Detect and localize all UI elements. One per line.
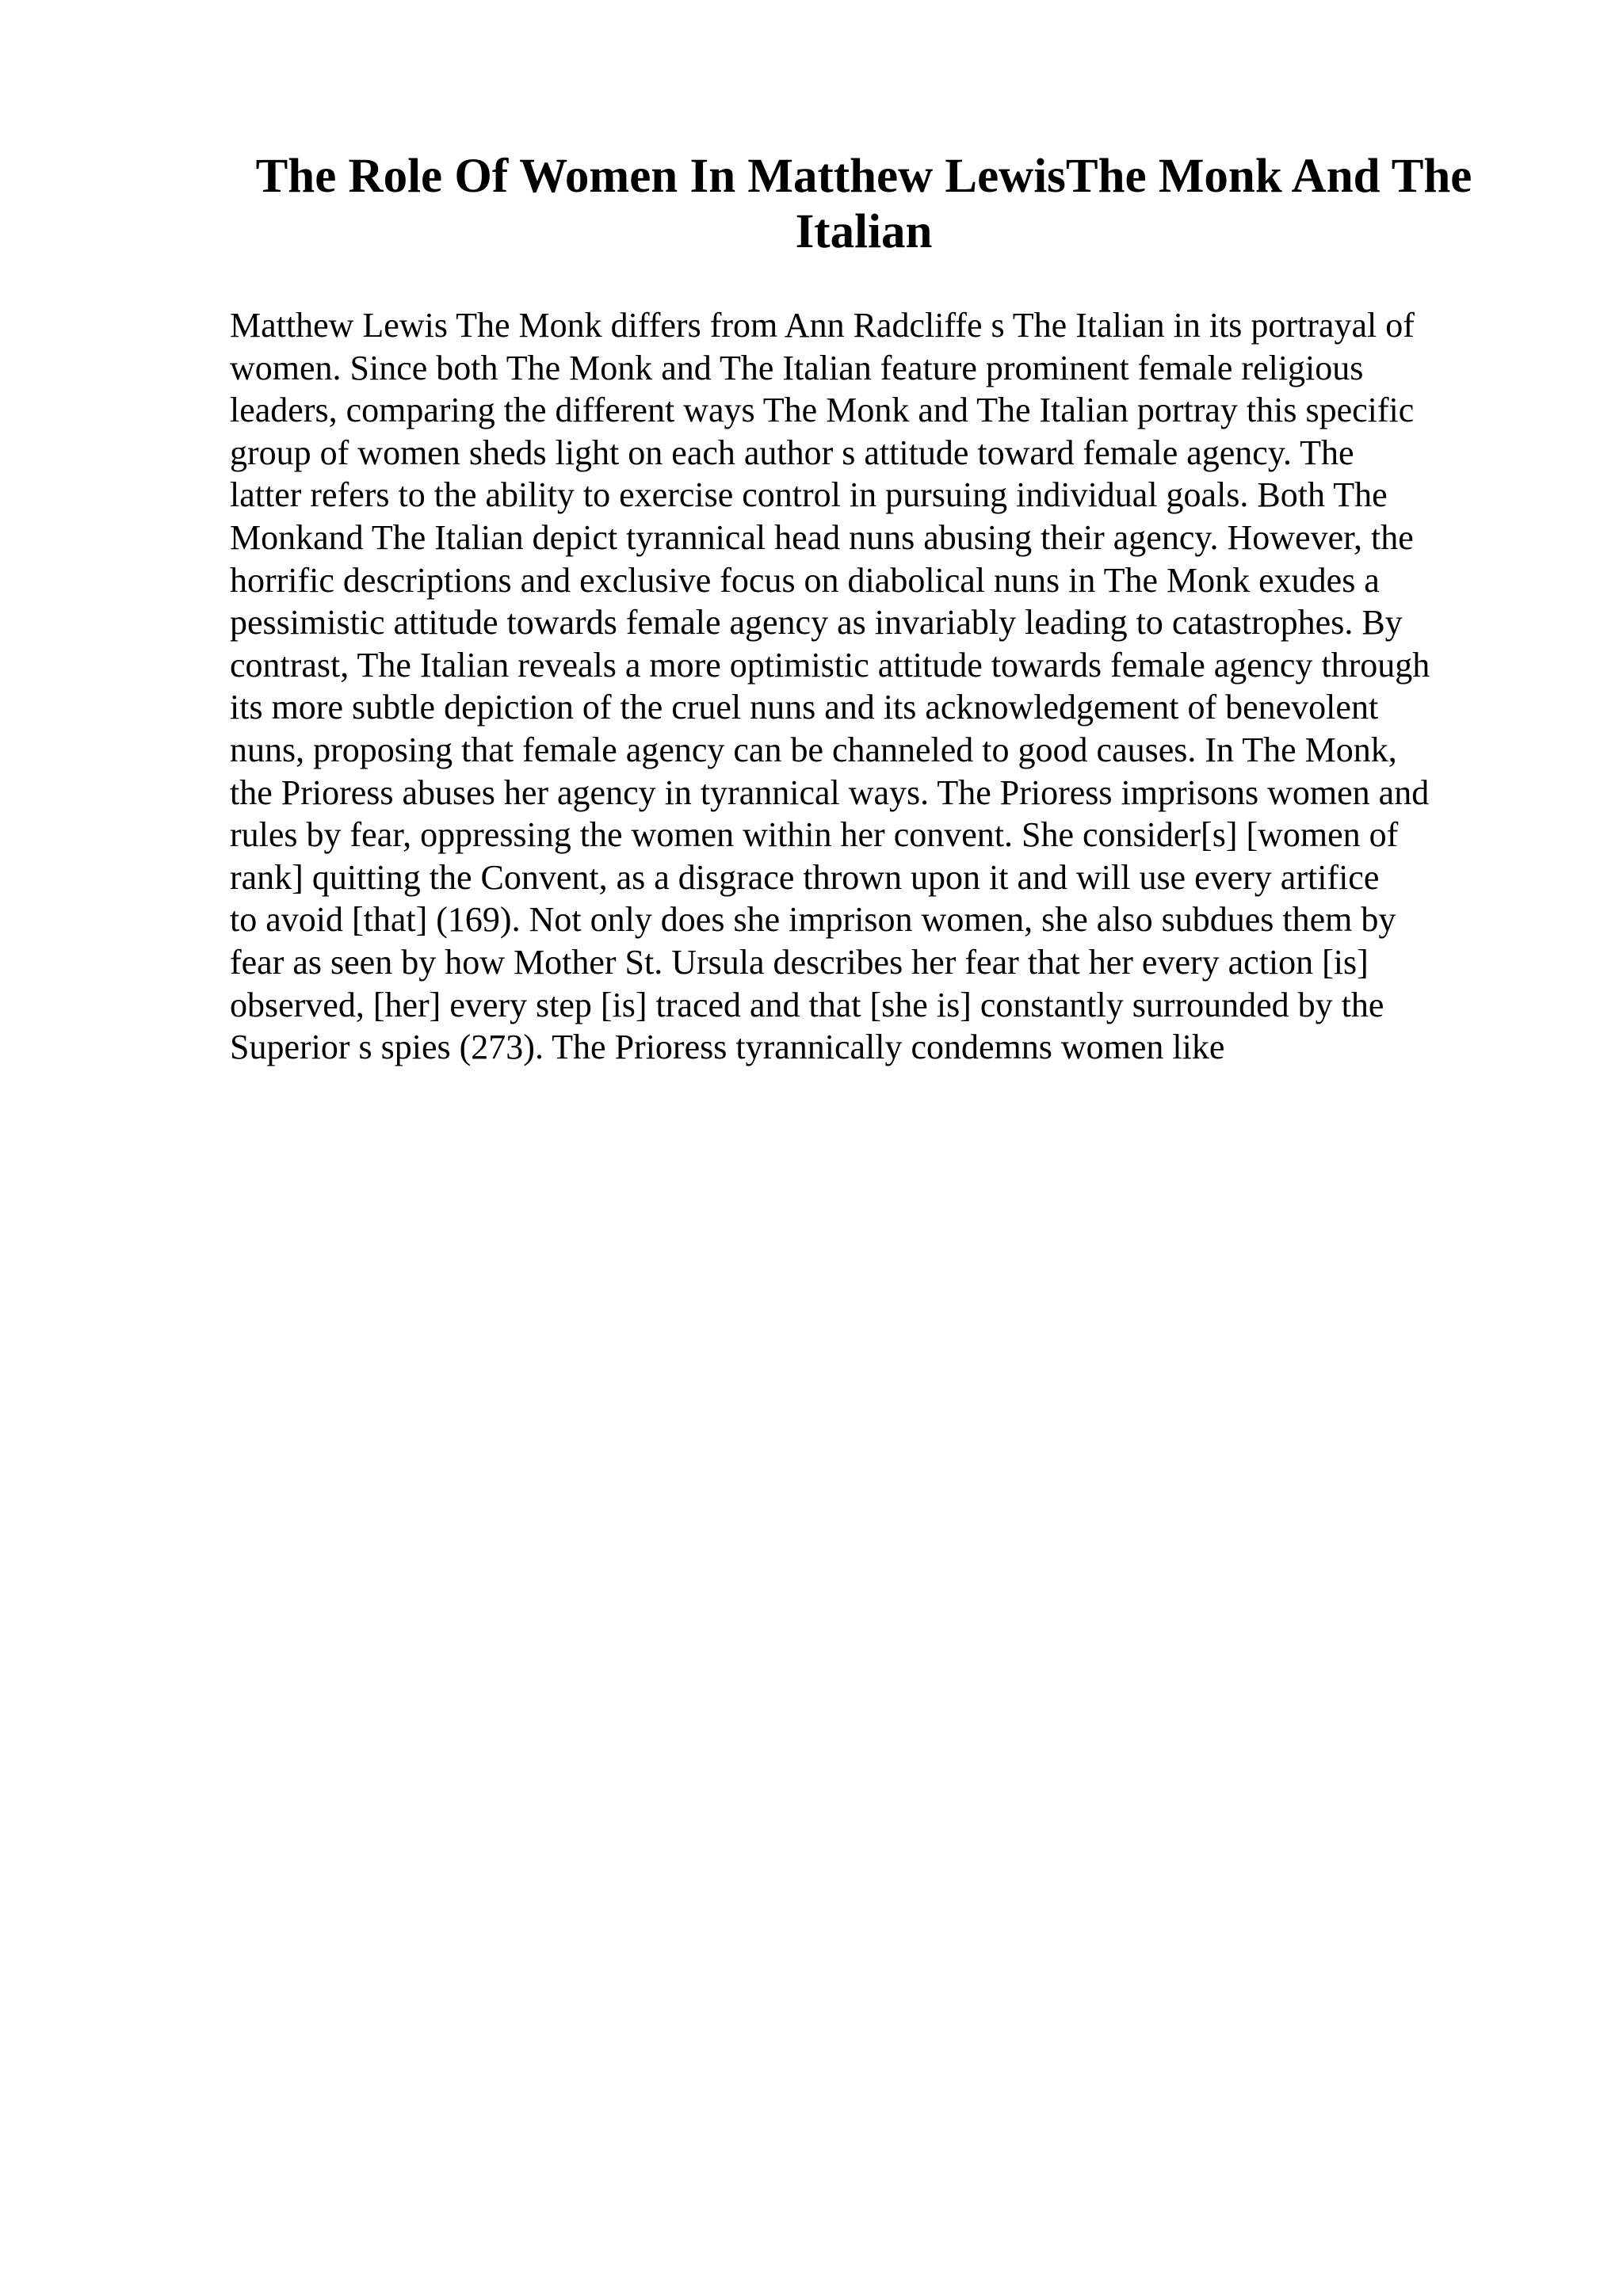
body-line: its more subtle depiction of the cruel nuns and its acknowledgement of benevolent xyxy=(230,688,1379,727)
body-line: Matthew Lewis The Monk differs from Ann Radcliffe s The Italian in its portrayal of xyxy=(230,306,1415,345)
body-line: observed, [her] every step [is] traced and that [she is] constantly surrounded by the xyxy=(230,985,1384,1024)
document-body xyxy=(230,304,1498,1069)
body-line: Superior s spies (273). The Prioress tyrannically condemns women like xyxy=(230,1028,1225,1067)
body-line: fear as seen by how Mother St. Ursula describes her fear that her every action [is] xyxy=(230,942,1369,982)
body-line: Monkand The Italian depict tyrannical head nuns abusing their agency. However, the xyxy=(230,517,1414,557)
body-line: rank] quitting the Convent, as a disgrace thrown upon it and will use every artifice xyxy=(230,857,1380,897)
body-line: latter refers to the ability to exercise control in pursuing individual goals. Both The xyxy=(230,475,1388,515)
body-line: women. Since both The Monk and The Italian feature prominent female religious xyxy=(230,348,1364,387)
body-line: the Prioress abuses her agency in tyrannical ways. The Prioress imprisons women and xyxy=(230,772,1430,812)
body-line: leaders, comparing the different ways The Monk and The Italian portray this specific xyxy=(230,391,1415,430)
body-line: contrast, The Italian reveals a more optimistic attitude towards female agency through xyxy=(230,645,1430,685)
body-line: horrific descriptions and exclusive focus on diabolical nuns in The Monk exudes a xyxy=(230,560,1380,600)
body-line: to avoid [that] (169). Not only does she imprison women, she also subdues them by xyxy=(230,900,1396,940)
document-title: The Role Of Women In Matthew LewisThe Monk And The Italian xyxy=(255,150,1472,258)
body-line: group of women sheds light on each author s attitude toward female agency. The xyxy=(230,433,1354,472)
body-line: rules by fear, oppressing the women within her convent. She consider[s] [women of xyxy=(230,815,1399,855)
body-line: pessimistic attitude towards female agency as invariably leading to catastrophes. By xyxy=(230,603,1403,643)
body-line: nuns, proposing that female agency can be channeled to good causes. In The Monk, xyxy=(230,730,1397,769)
